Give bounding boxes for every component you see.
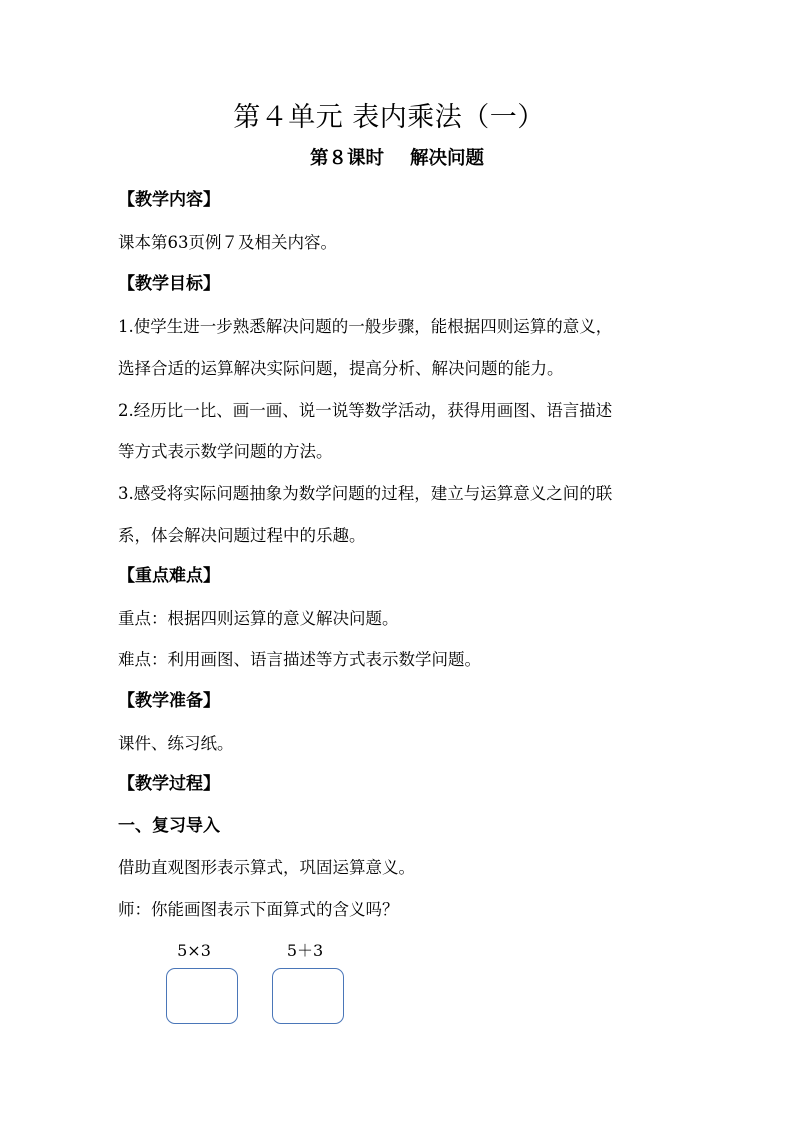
teacher-question: 师：你能画图表示下面算式的含义吗？	[118, 900, 399, 919]
process-heading: 【教学过程】	[118, 774, 220, 794]
goal-line: 1.使学生进一步熟悉解决问题的一般步骤，能根据四则运算的意义，	[118, 317, 613, 336]
lesson-subtitle	[0, 146, 794, 172]
prep-text: 课件、练习纸。	[118, 734, 234, 753]
expression-multiply: 5×3	[177, 941, 211, 960]
goal-line: 选择合适的运算解决实际问题，提高分析、解决问题的能力。	[118, 359, 564, 378]
prep-heading: 【教学准备】	[118, 691, 220, 711]
difficult-point: 难点：利用画图、语言描述等方式表示数学问题。	[118, 650, 481, 669]
step1-text: 借助直观图形表示算式，巩固运算意义。	[118, 858, 415, 877]
content-text: 课本第63页例７及相关内容。	[118, 233, 337, 252]
unit-title: 第４单元 表内乘法（一）	[233, 102, 545, 133]
expression-add: 5＋3	[286, 941, 324, 960]
key-heading: 【重点难点】	[118, 566, 220, 586]
lesson-topic: 解决问题	[410, 148, 485, 169]
key-point: 重点：根据四则运算的意义解决问题。	[118, 609, 399, 628]
goal-line: 系，体会解决问题过程中的乐趣。	[118, 526, 366, 545]
drawing-box-multiply[interactable]	[166, 968, 238, 1024]
lesson-number: 第８课时	[309, 148, 384, 169]
goal-line: 2.经历比一比、画一画、说一说等数学活动，获得用画图、语言描述	[118, 401, 613, 420]
step1-heading: 一、复习导入	[118, 816, 220, 836]
goal-line: 等方式表示数学问题的方法。	[118, 442, 333, 461]
content-heading: 【教学内容】	[118, 190, 220, 210]
drawing-box-add[interactable]	[272, 968, 344, 1024]
goals-heading: 【教学目标】	[118, 274, 220, 294]
goal-line: 3.感受将实际问题抽象为数学问题的过程，建立与运算意义之间的联	[118, 484, 613, 503]
